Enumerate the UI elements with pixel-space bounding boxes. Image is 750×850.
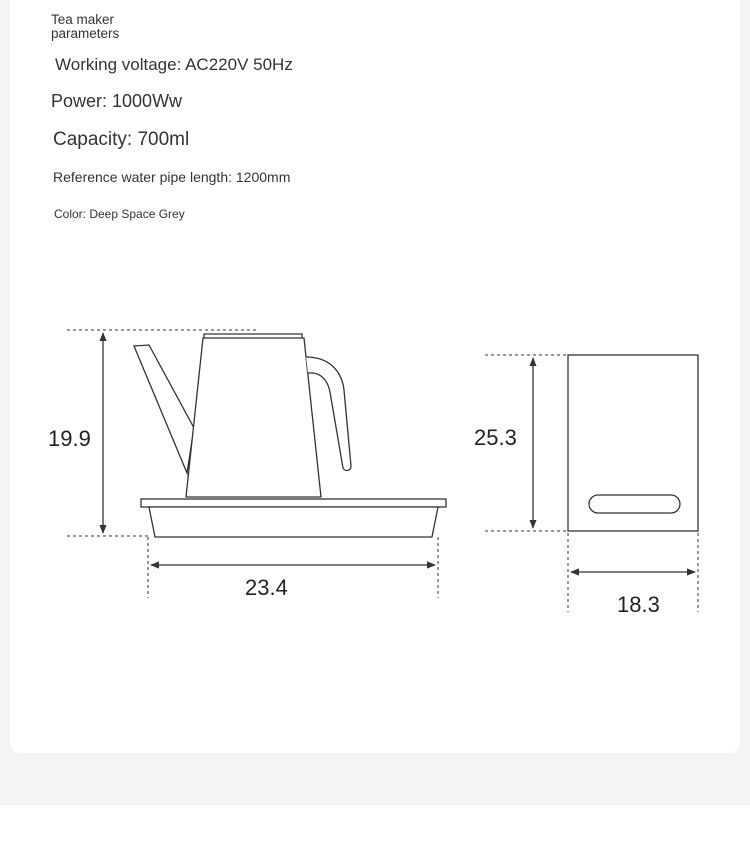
kettle-body [186,338,321,497]
spec-pipe-length: Reference water pipe length: 1200mm [53,169,291,185]
kettle-base-plate [141,499,446,507]
kettle-spout [134,345,194,473]
base-width-label: 23.4 [245,575,288,600]
spec-capacity: Capacity: 700ml [53,129,190,150]
unit-width-label: 18.3 [617,592,660,617]
section-title: Tea maker parameters [51,12,120,41]
water-unit-slot [589,495,680,513]
kettle-illustration [134,334,446,537]
spec-color: Color: Deep Space Grey [54,207,185,221]
unit-height-label: 25.3 [474,425,517,450]
kettle-tray [149,507,438,537]
water-unit-illustration [568,355,698,531]
spec-power: Power: 1000Ww [51,91,183,111]
kettle-height-label: 19.9 [48,426,91,451]
spec-working-voltage: Working voltage: AC220V 50Hz [55,55,293,74]
